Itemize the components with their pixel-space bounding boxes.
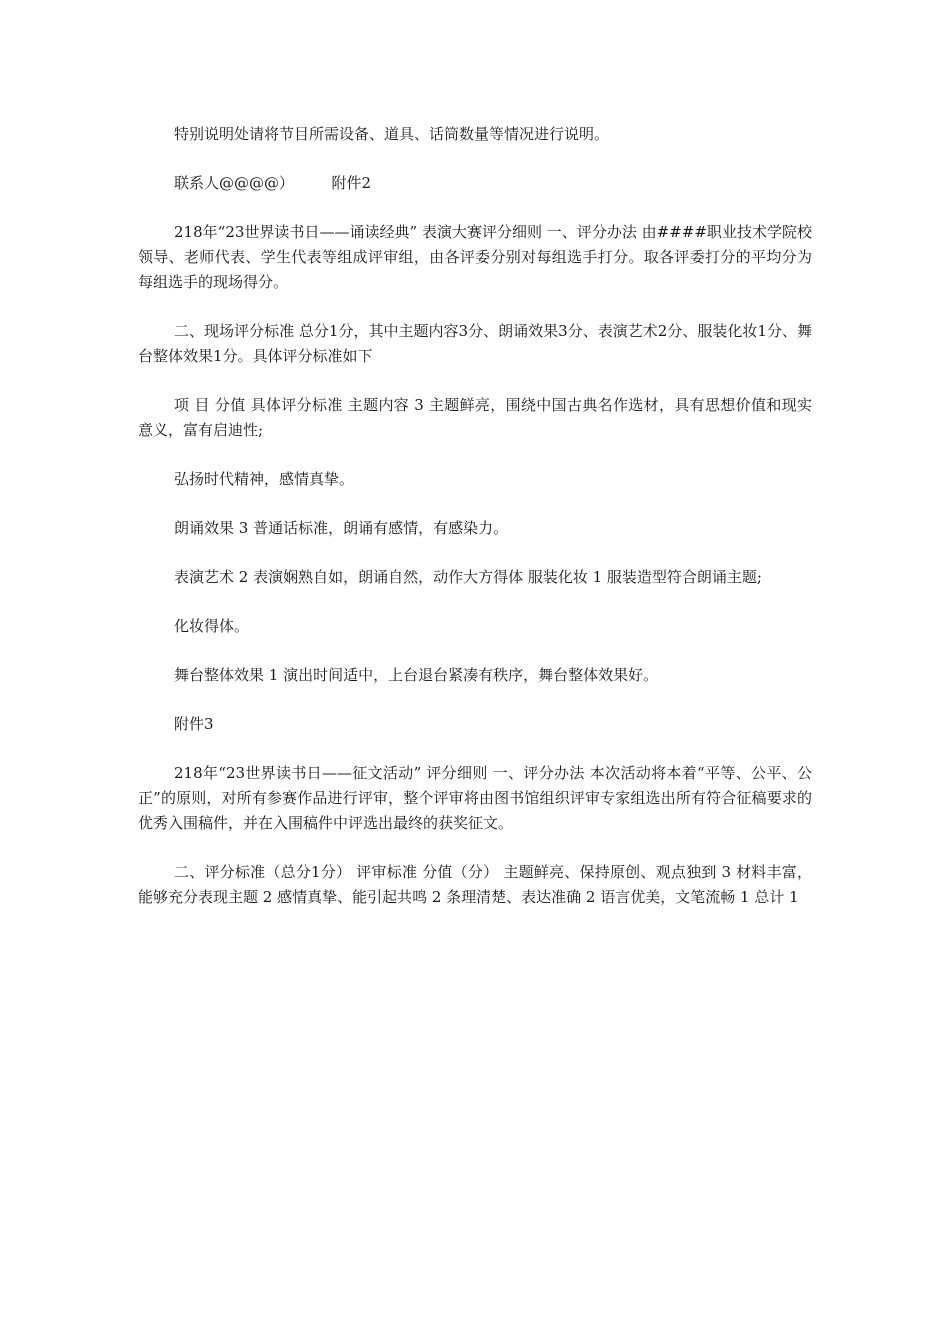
paragraph-era-spirit: 弘扬时代精神，感情真挚。 (174, 470, 355, 488)
paragraph-attachment-3: 附件3 (174, 715, 214, 733)
paragraph-recitation-effect: 朗诵效果 3 普通话标准，朗诵有感情，有感染力。 (174, 519, 509, 537)
paragraph-onsite-scoring-standard: 二、现场评分标准 总分1分，其中主题内容3分、朗诵效果3分、表演艺术2分、服装化妆1分、舞台整体效果1分。具体评分标准如下 (138, 322, 812, 365)
paragraph-contact-attachment-2: 联系人@@@@） 附件2 (174, 174, 372, 192)
document-body (138, 122, 812, 934)
paragraph-theme-content-criteria: 项 目 分值 具体评分标准 主题内容 3 主题鲜亮，围绕中国古典名作选材，具有思想价值和现实意义，富有启迪性; (138, 396, 812, 439)
paragraph-recitation-scoring-method: 218年“23世界读书日——诵读经典” 表演大赛评分细则 一、评分办法 由####职业技术学院校领导、老师代表、学生代表等组成评审组，由各评委分别对每组选手打分。取各评委打分的平均分为每组选手的现场得分。 (138, 223, 812, 291)
paragraph-stage-effect: 舞台整体效果 1 演出时间适中，上台退台紧凑有秩序，舞台整体效果好。 (174, 666, 659, 684)
paragraph-makeup: 化妆得体。 (174, 617, 250, 635)
paragraph-special-note: 特别说明处请将节目所需设备、道具、话筒数量等情况进行说明。 (174, 125, 610, 143)
paragraph-essay-scoring-method: 218年“23世界读书日——征文活动” 评分细则 一、评分办法 本次活动将本着“平等、公平、公正”的原则，对所有参赛作品进行评审，整个评审将由图书馆组织评审专家组选出所有符合征稿要求的优秀入围稿件，并在入围稿件中评选出最终的获奖征文。 (138, 764, 812, 832)
paragraph-essay-scoring-standard: 二、评分标准（总分1分） 评审标准 分值（分） 主题鲜亮、保持原创、观点独到 3 材料丰富，能够充分表现主题 2 感情真挚、能引起共鸣 2 条理清楚、表达准确 2 语言优美，文笔流畅 1 总计 1 (138, 863, 812, 906)
paragraph-performance-costume: 表演艺术 2 表演娴熟自如，朗诵自然，动作大方得体 服装化妆 1 服装造型符合朗诵主题; (174, 568, 762, 586)
